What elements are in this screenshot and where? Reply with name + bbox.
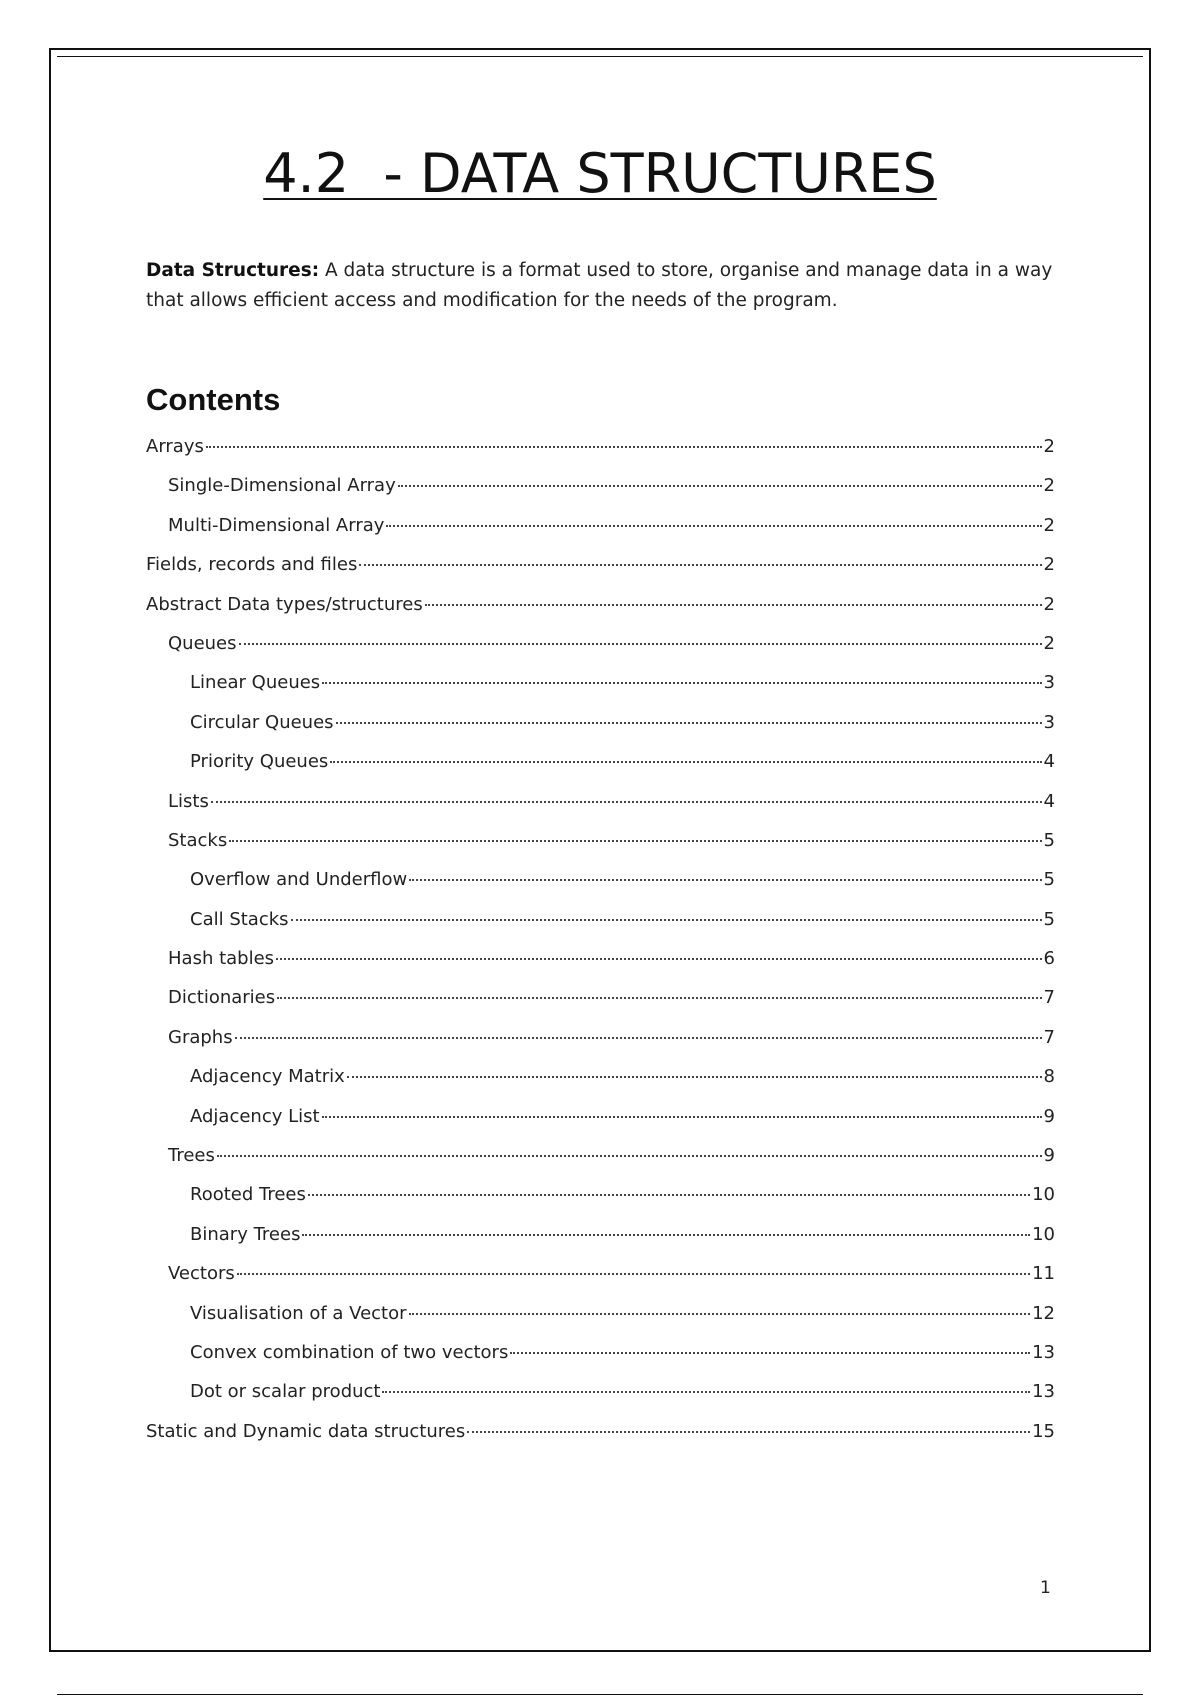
toc-entry[interactable] xyxy=(146,1184,1055,1223)
toc-entry-label: Visualisation of a Vector xyxy=(190,1302,407,1324)
toc-dot-leader xyxy=(322,1116,1042,1118)
toc-entry[interactable] xyxy=(146,948,1055,987)
toc-entry-label: Trees xyxy=(168,1145,215,1167)
toc-entry-page: 6 xyxy=(1043,948,1055,970)
toc-entry[interactable] xyxy=(146,594,1055,633)
toc-entry-label: Fields, records and files xyxy=(146,554,358,576)
toc-entry[interactable] xyxy=(146,1263,1055,1302)
toc-entry-page: 2 xyxy=(1043,632,1055,654)
definition-term: Data Structures: xyxy=(146,260,320,281)
toc-entry[interactable] xyxy=(146,475,1055,514)
toc-entry[interactable] xyxy=(146,633,1055,672)
toc-entry-page: 11 xyxy=(1032,1263,1055,1285)
toc-dot-leader xyxy=(382,1391,1030,1393)
toc-dot-leader xyxy=(291,919,1042,921)
toc-entry-label: Arrays xyxy=(146,436,204,457)
toc-entry-page: 12 xyxy=(1032,1302,1055,1324)
toc-entry[interactable] xyxy=(146,712,1055,751)
toc-entry-page: 10 xyxy=(1032,1184,1055,1206)
toc-entry-page: 8 xyxy=(1043,1066,1055,1088)
definition-text: A data structure is a format used to store, organise and manage data in a way that allows efficient access and modification for the needs of the program. xyxy=(146,260,1053,311)
toc-entry[interactable] xyxy=(146,672,1055,711)
toc-entry[interactable] xyxy=(146,1381,1055,1420)
toc-entry-page: 9 xyxy=(1043,1105,1055,1127)
table-of-contents xyxy=(146,436,1055,1460)
toc-entry[interactable] xyxy=(146,436,1055,475)
toc-entry-page: 4 xyxy=(1043,751,1055,773)
toc-entry[interactable] xyxy=(146,869,1055,908)
toc-entry-label: Linear Queues xyxy=(190,672,321,694)
toc-entry[interactable] xyxy=(146,909,1055,948)
toc-dot-leader xyxy=(330,761,1041,763)
toc-entry-label: Dictionaries xyxy=(168,987,276,1009)
toc-entry-label: Vectors xyxy=(168,1263,235,1285)
toc-entry-page: 3 xyxy=(1043,672,1055,694)
definition-paragraph xyxy=(146,256,1066,316)
toc-entry[interactable] xyxy=(146,1303,1055,1342)
toc-entry[interactable] xyxy=(146,751,1055,790)
toc-dot-leader xyxy=(276,958,1042,960)
toc-entry-page: 2 xyxy=(1043,475,1055,497)
toc-entry-label: Adjacency Matrix xyxy=(190,1066,345,1088)
toc-dot-leader xyxy=(409,1313,1031,1315)
toc-entry-page: 2 xyxy=(1043,554,1055,576)
toc-entry-label: Lists xyxy=(168,790,209,812)
toc-entry-page: 7 xyxy=(1043,987,1055,1009)
toc-entry-label: Adjacency List xyxy=(190,1105,320,1127)
toc-dot-leader xyxy=(229,840,1041,842)
next-page-rule xyxy=(57,1694,1143,1695)
toc-entry-label: Stacks xyxy=(168,829,228,851)
toc-dot-leader xyxy=(425,604,1042,606)
document-title xyxy=(0,142,1200,205)
toc-entry[interactable] xyxy=(146,830,1055,869)
toc-entry[interactable] xyxy=(146,1224,1055,1263)
toc-dot-leader xyxy=(235,1037,1042,1039)
toc-dot-leader xyxy=(277,997,1041,999)
toc-dot-leader xyxy=(211,801,1042,803)
toc-entry-page: 2 xyxy=(1043,436,1055,457)
toc-dot-leader xyxy=(510,1352,1030,1354)
toc-entry[interactable] xyxy=(146,1145,1055,1184)
toc-entry-label: Overflow and Underflow xyxy=(190,869,408,891)
toc-entry-label: Hash tables xyxy=(168,948,275,970)
toc-dot-leader xyxy=(322,682,1041,684)
toc-entry-page: 2 xyxy=(1043,593,1055,615)
toc-entry[interactable] xyxy=(146,987,1055,1026)
toc-entry-page: 5 xyxy=(1043,869,1055,891)
toc-entry-label: Static and Dynamic data structures xyxy=(146,1420,466,1442)
toc-entry-page: 10 xyxy=(1032,1223,1055,1245)
toc-entry-label: Priority Queues xyxy=(190,751,329,773)
toc-entry-label: Circular Queues xyxy=(190,711,334,733)
toc-dot-leader xyxy=(206,446,1042,448)
toc-dot-leader xyxy=(359,564,1041,566)
toc-entry-page: 2 xyxy=(1043,514,1055,536)
toc-entry[interactable] xyxy=(146,791,1055,830)
toc-dot-leader xyxy=(237,1273,1030,1275)
toc-entry-label: Call Stacks xyxy=(190,908,289,930)
toc-entry-label: Convex combination of two vectors xyxy=(190,1341,509,1363)
toc-entry[interactable] xyxy=(146,554,1055,593)
toc-entry-label: Multi-Dimensional Array xyxy=(168,514,385,536)
toc-entry-page: 9 xyxy=(1043,1145,1055,1167)
toc-entry-page: 13 xyxy=(1032,1341,1055,1363)
toc-entry[interactable] xyxy=(146,1106,1055,1145)
toc-entry[interactable] xyxy=(146,1421,1055,1460)
toc-entry-page: 5 xyxy=(1043,908,1055,930)
toc-entry-page: 5 xyxy=(1043,829,1055,851)
toc-dot-leader xyxy=(409,879,1041,881)
toc-entry[interactable] xyxy=(146,1066,1055,1105)
toc-dot-leader xyxy=(302,1234,1030,1236)
toc-entry-label: Binary Trees xyxy=(190,1223,301,1245)
toc-entry-label: Single-Dimensional Array xyxy=(168,475,396,497)
document-title-text: 4.2 - DATA STRUCTURES xyxy=(263,142,937,205)
toc-entry-page: 4 xyxy=(1043,790,1055,812)
toc-dot-leader xyxy=(398,485,1042,487)
toc-dot-leader xyxy=(308,1194,1030,1196)
toc-dot-leader xyxy=(217,1155,1042,1157)
toc-entry-label: Rooted Trees xyxy=(190,1184,306,1206)
toc-dot-leader xyxy=(386,525,1041,527)
toc-dot-leader xyxy=(239,643,1042,645)
toc-entry[interactable] xyxy=(146,1342,1055,1381)
toc-entry-label: Dot or scalar product xyxy=(190,1381,381,1403)
page-number: 1 xyxy=(1040,1578,1051,1598)
toc-entry-label: Abstract Data types/structures xyxy=(146,593,423,615)
toc-entry[interactable] xyxy=(146,1027,1055,1066)
toc-dot-leader xyxy=(467,1431,1030,1433)
toc-entry-page: 15 xyxy=(1032,1420,1055,1442)
toc-entry-label: Graphs xyxy=(168,1026,233,1048)
toc-entry-page: 3 xyxy=(1043,711,1055,733)
toc-dot-leader xyxy=(347,1076,1042,1078)
toc-entry-label: Queues xyxy=(168,632,237,654)
toc-entry-page: 13 xyxy=(1032,1381,1055,1403)
toc-entry[interactable] xyxy=(146,515,1055,554)
header-rule xyxy=(57,56,1143,57)
contents-heading: Contents xyxy=(146,382,281,417)
toc-entry-page: 7 xyxy=(1043,1026,1055,1048)
toc-dot-leader xyxy=(336,722,1042,724)
